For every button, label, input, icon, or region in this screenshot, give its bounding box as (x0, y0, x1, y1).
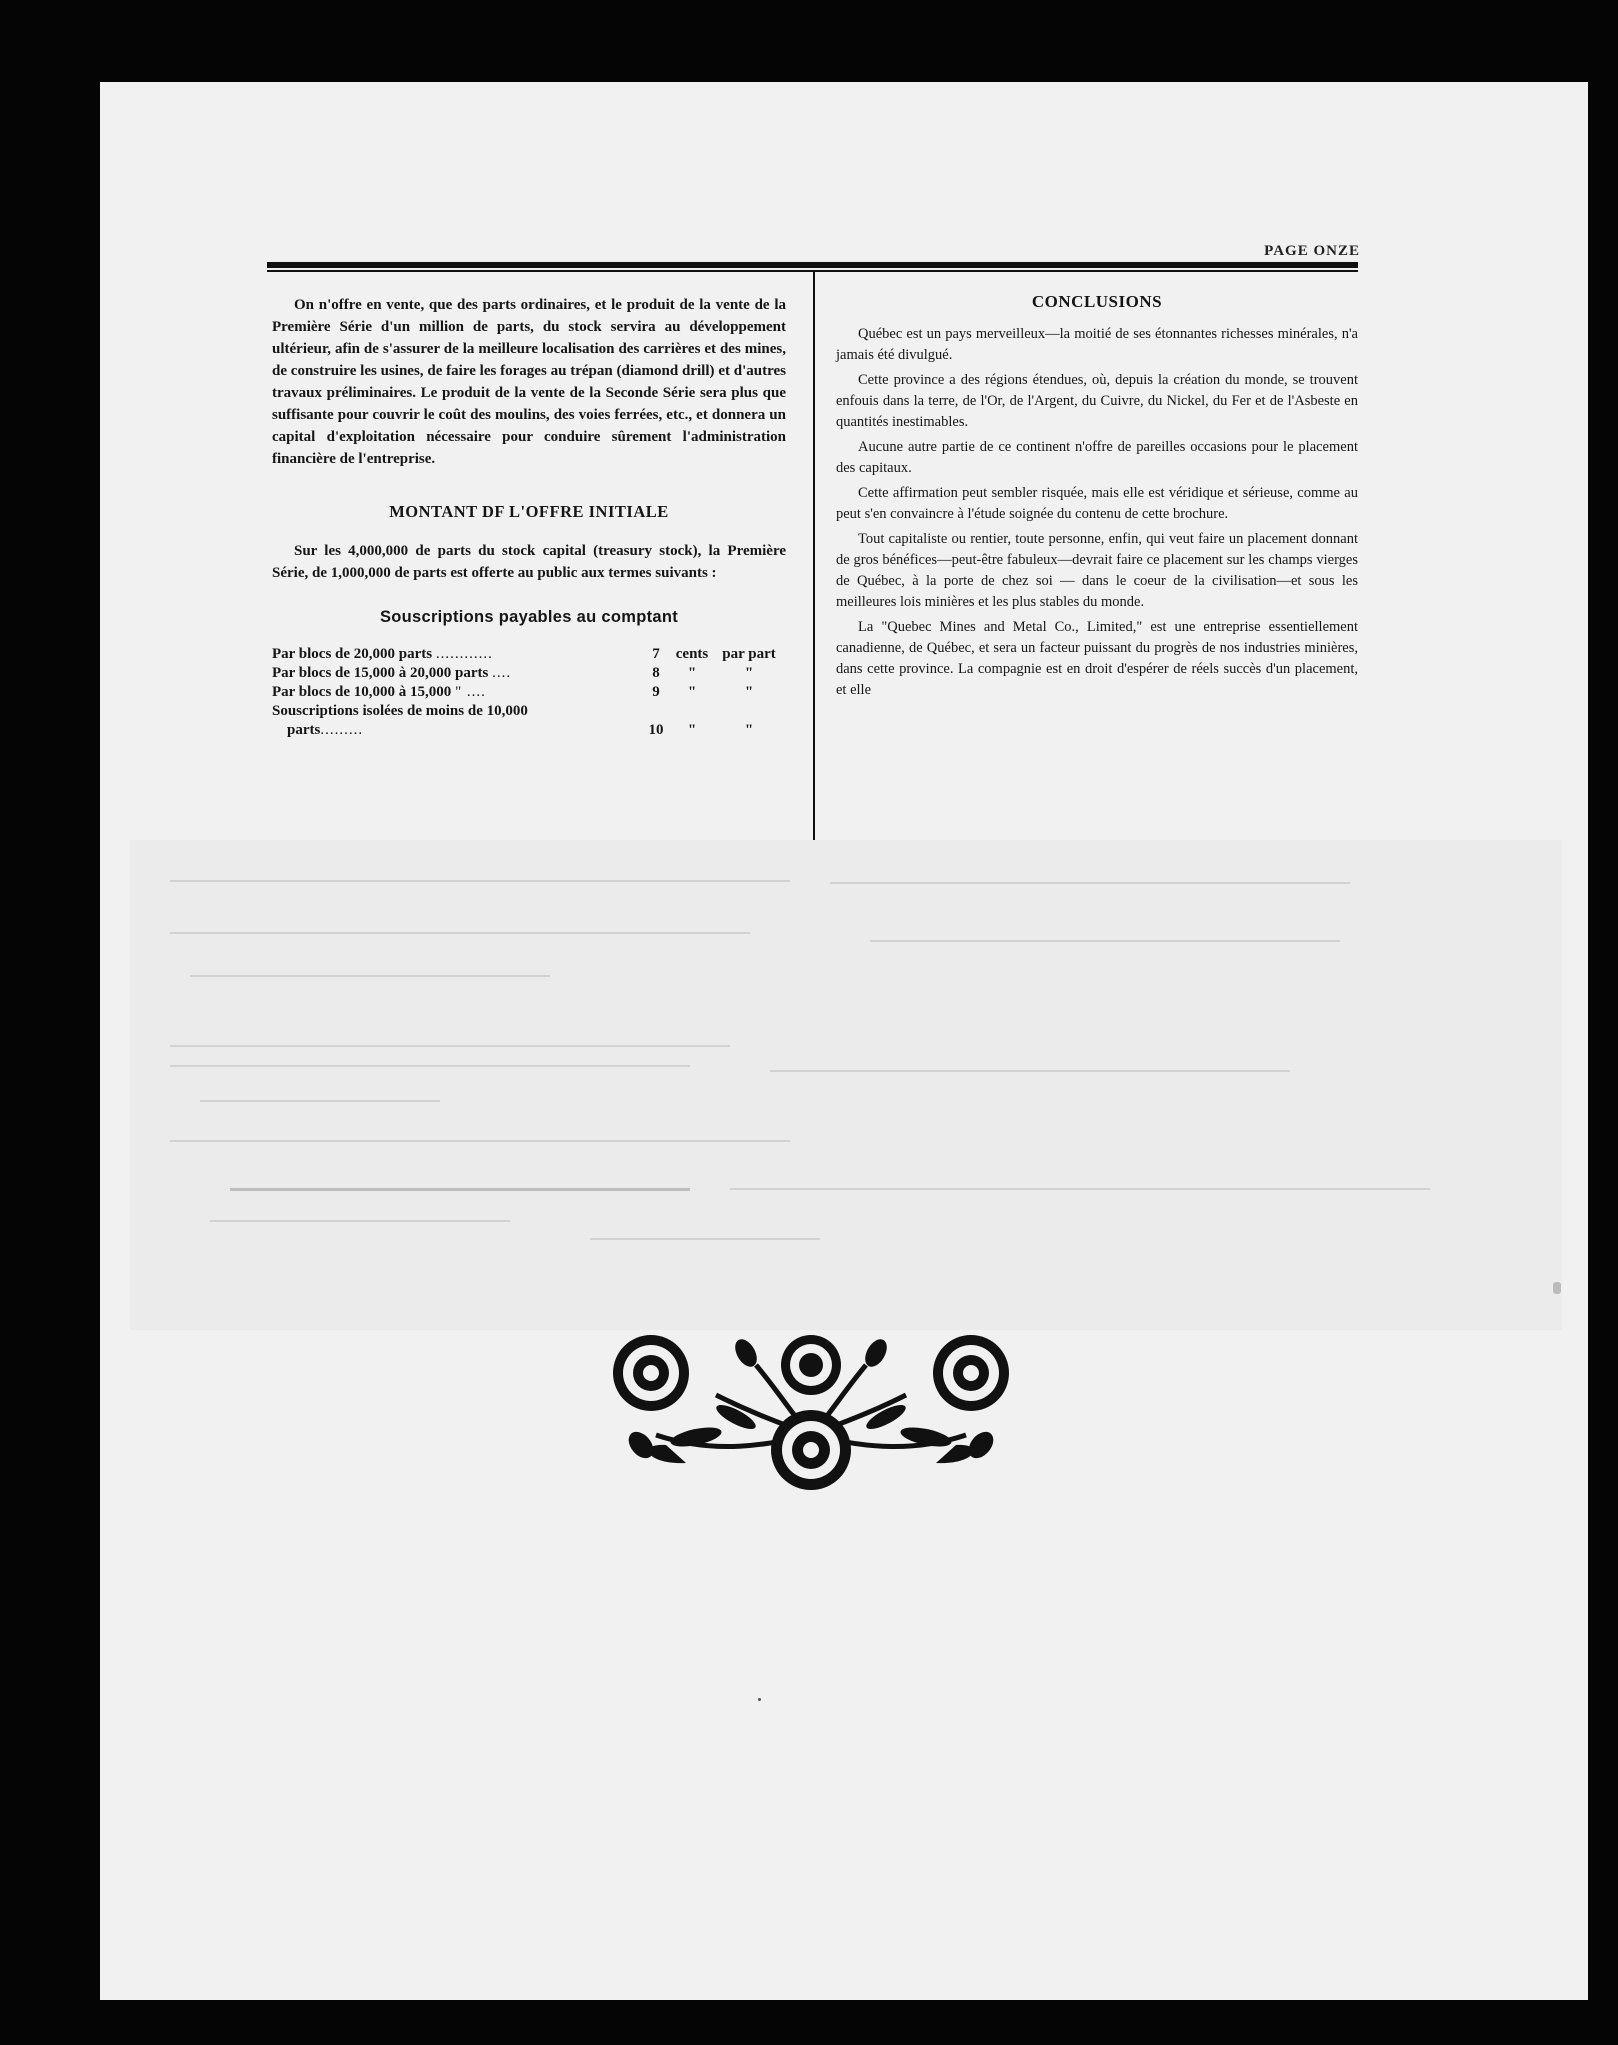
faded-text-line (190, 975, 550, 977)
conclusion-paragraph: Tout capitaliste ou rentier, toute personne, enfin, qui veut faire un placement donnant de gros bénéfices—peut-être fabuleux—devrait faire ce placement sur les champs vierges de Québec, à la porte de chez soi — dans le coeur de la civilisation—et sous les meilleures lois minières et les plus stables du monde. (836, 531, 1358, 610)
faded-text-line (590, 1238, 820, 1240)
header-rule (267, 262, 1358, 268)
row-basis: par part (722, 646, 776, 662)
row-basis: " (744, 684, 754, 700)
faded-text-line (230, 1188, 690, 1191)
faded-text-line (170, 1140, 790, 1142)
left-column (272, 294, 786, 740)
faded-text-line (830, 882, 1350, 884)
faded-text-line (870, 940, 1340, 942)
faded-text-line (200, 1100, 440, 1102)
row-basis: " (744, 665, 754, 681)
conclusions-heading: CONCLUSIONS (1031, 292, 1163, 311)
row-leader: ......... (320, 722, 364, 738)
conclusion-paragraph: Aucune autre partie de ce continent n'offre de pareilles occasions pour le placement des capitaux. (836, 439, 1358, 476)
conclusion-paragraph: Québec est un pays merveilleux—la moitié de ses étonnantes richesses minérales, n'a jamais été divulgué. (836, 326, 1358, 363)
row-leader: .... (492, 665, 512, 681)
row-value: 10 (648, 722, 664, 738)
paper-speck (758, 1698, 761, 1701)
faded-text-line (730, 1188, 1430, 1190)
faded-text-line (170, 1065, 690, 1067)
faded-text-line (210, 1220, 510, 1222)
table-row (272, 645, 786, 664)
row-description: Par blocs de 10,000 à 15,000 (272, 684, 452, 700)
faded-text-line (170, 880, 790, 882)
intro-paragraph: On n'offre en vente, que des parts ordinaires, et le produit de la vente de la Première Série d'un million de parts, du stock servira au développement ultérieur, afin de s'assurer de la meilleure localisation des carrières et des mines, de construire les usines, de faire les forages au trépan (diamond drill) et d'autres travaux préliminaires. Le produit de la vente de la Seconde Série sera plus que suffisante pour couvrir le coût des moulins, des voies ferrées, etc., et donnera un capital d'exploitation nécessaire pour conduire sûrement l'administration financière de l'entreprise. (272, 297, 786, 467)
table-row (272, 683, 786, 702)
row-description: parts (272, 722, 321, 738)
row-description: Par blocs de 15,000 à 20,000 parts (272, 665, 489, 681)
conclusion-paragraph: La "Quebec Mines and Metal Co., Limited," est une entreprise essentiellement canadienne, de Québec, et sera un facteur puissant du progrès de nos industries minières, dans cette province. La compagnie est en droit d'espérer de réels succès d'un placement, et elle (836, 619, 1358, 698)
row-unit: " (687, 684, 697, 700)
row-value: 9 (652, 684, 660, 700)
row-leader: " .... (455, 684, 486, 700)
row-description: Souscriptions isolées de moins de 10,000 (272, 703, 528, 719)
offer-paragraph: Sur les 4,000,000 de parts du stock capital (treasury stock), la Première Série, de 1,000,000 de parts est offerte au public aux termes suivants : (272, 543, 786, 581)
row-leader: ............ (435, 646, 493, 662)
table-row (272, 664, 786, 683)
row-value: 7 (652, 646, 660, 662)
faded-text-line (170, 932, 750, 934)
faded-text-line (770, 1070, 1290, 1072)
table-row (272, 721, 786, 740)
page-edge-mark (1553, 1282, 1561, 1294)
row-description: Par blocs de 20,000 parts (272, 646, 433, 662)
subscriptions-table (272, 645, 786, 740)
column-divider (813, 272, 815, 852)
conclusion-paragraph: Cette affirmation peut sembler risquée, mais elle est véridique et sérieuse, comme au peut s'en convaincre à l'étude soignée du contenu de cette brochure. (836, 485, 1358, 522)
floral-ornament (596, 1325, 1026, 1495)
table-row (272, 702, 786, 721)
subscriptions-heading: Souscriptions payables au comptant (379, 608, 679, 626)
row-unit: cents (675, 646, 709, 662)
offer-heading: MONTANT DF L'OFFRE INITIALE (389, 502, 669, 521)
conclusion-paragraph: Cette province a des régions étendues, où, depuis la création du monde, se trouvent enfouis dans la terre, de l'Or, de l'Argent, du Cuivre, du Nickel, du Fer et de l'Asbeste en quantités inestimables. (836, 372, 1358, 430)
right-column (836, 292, 1358, 705)
row-unit: " (687, 722, 697, 738)
row-basis: " (744, 722, 754, 738)
page-label: PAGE ONZE (1264, 243, 1360, 259)
faded-text-line (170, 1045, 730, 1047)
row-unit: " (687, 665, 697, 681)
overlapping-paper-sheet (130, 840, 1562, 1330)
row-value: 8 (652, 665, 660, 681)
